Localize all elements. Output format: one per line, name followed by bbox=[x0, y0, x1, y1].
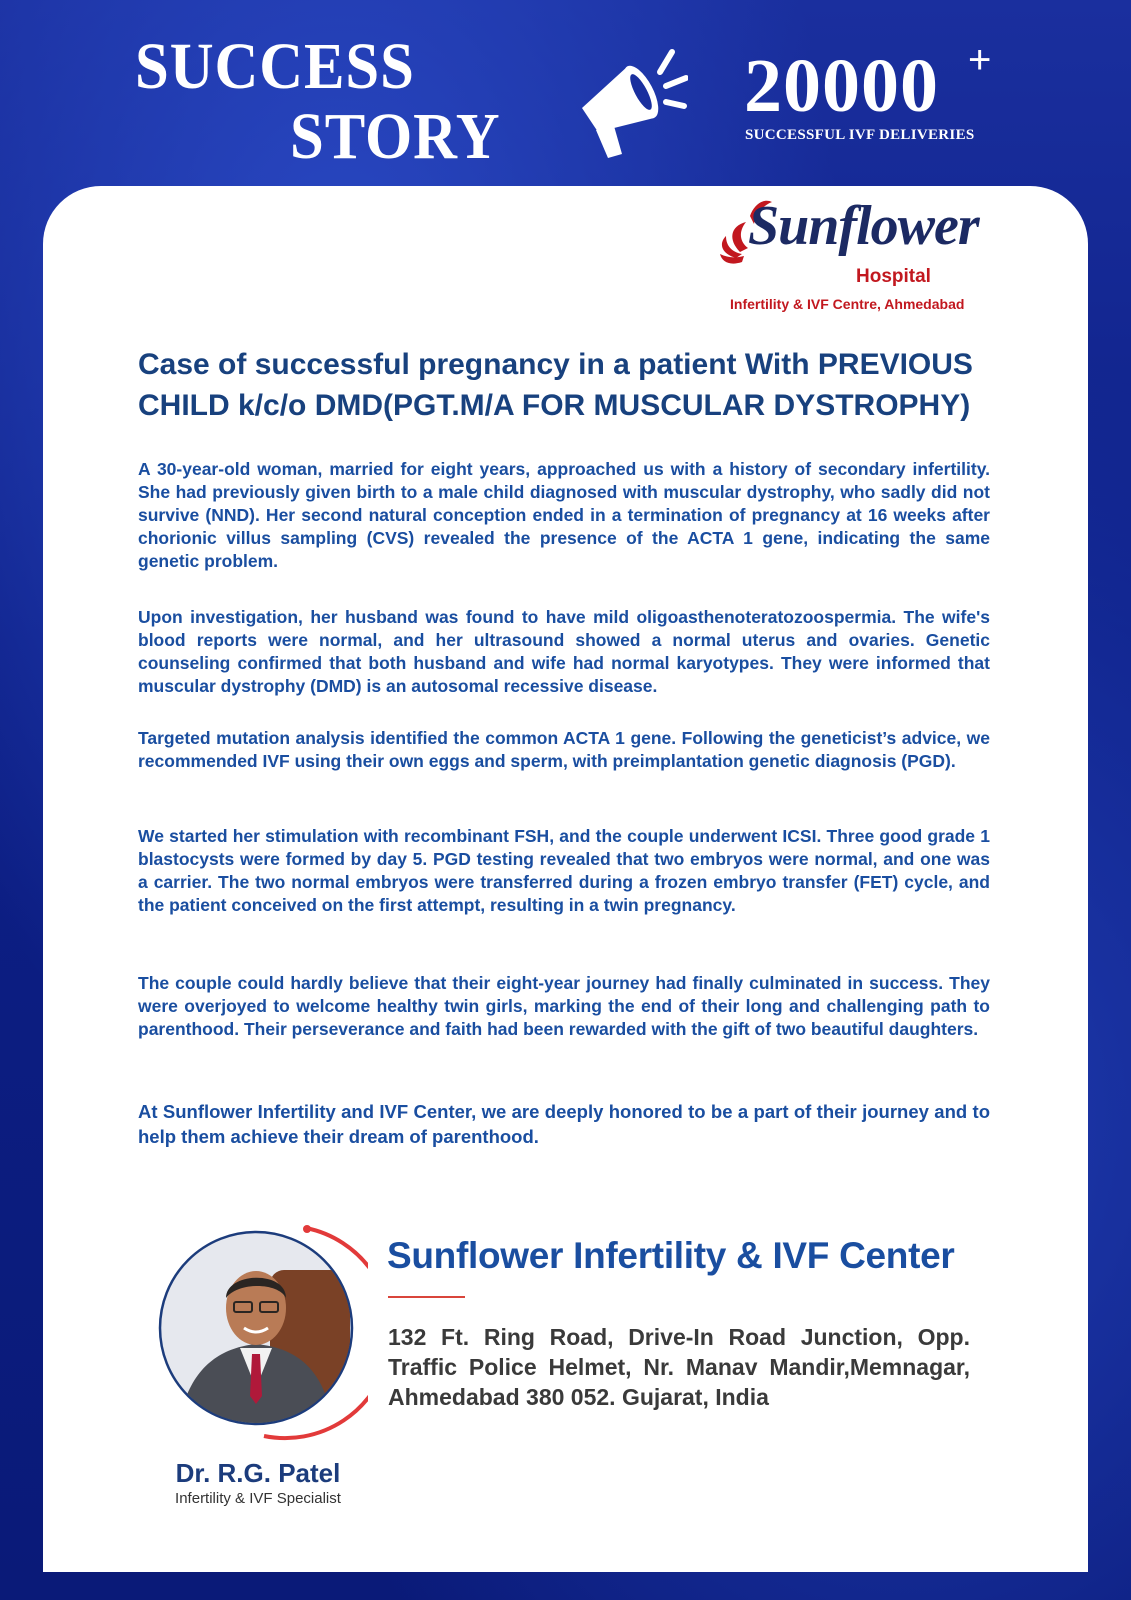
case-heading: Case of successful pregnancy in a patient With PREVIOUS CHILD k/c/o DMD(PGT.M/A FOR MUSCULAR DYSTROPHY) bbox=[138, 348, 973, 422]
deliveries-plus: + bbox=[968, 38, 992, 82]
doctor-name: Dr. R.G. Patel bbox=[175, 1458, 341, 1488]
center-name: Sunflower Infertility & IVF Center bbox=[387, 1235, 955, 1276]
deliveries-count: 20000 bbox=[744, 44, 939, 128]
logo-hospital: Hospital bbox=[856, 266, 931, 287]
logo-tagline: Infertility & IVF Centre, Ahmedabad bbox=[730, 296, 965, 312]
paragraph-mutation-analysis: Targeted mutation analysis identified the common ACTA 1 gene. Following the geneticist’s advice, we recommended IVF using their own eggs and sperm, with preimplantation genetic diagnosis (PGD). bbox=[138, 728, 990, 771]
paragraph-investigation: Upon investigation, her husband was found to have mild oligoasthenoteratozoospermia. The wife's blood reports were normal, and her ultrasound showed a normal uterus and ovaries. Genetic counseling confirmed that both husband and wife had normal karyotypes. They were informed that muscular dystrophy (DMD) is an autosomal recessive disease. bbox=[138, 607, 990, 696]
paragraph-closing: At Sunflower Infertility and IVF Center, we are deeply honored to be a part of their journey and to help them achieve their dream of parenthood. bbox=[138, 1101, 990, 1147]
doctor-title: Infertility & IVF Specialist bbox=[175, 1490, 341, 1507]
megaphone-icon bbox=[568, 44, 688, 164]
paragraph-history: A 30-year-old woman, married for eight years, approached us with a history of secondary infertility. She had previously given birth to a male child diagnosed with muscular dystrophy, who sadly did not survive (NND). Her second natural conception ended in a termination of pregnancy at 16 weeks after chorionic villus sampling (CVS) revealed the presence of the ACTA 1 gene, indicating the same genetic problem. bbox=[138, 459, 990, 571]
title-success: SUCCESS bbox=[135, 30, 415, 103]
paragraph-outcome: The couple could hardly believe that their eight-year journey had finally culminated in success. They were overjoyed to welcome healthy twin girls, marking the end of their long and challenging path to parenthood. Their perseverance and faith had been rewarded with the gift of two beautiful daughters. bbox=[138, 973, 990, 1039]
center-divider bbox=[388, 1296, 465, 1298]
center-address: 132 Ft. Ring Road, Drive-In Road Junction, Opp. Traffic Police Helmet, Nr. Manav Mandir,Memnagar, Ahmedabad 380 052. Gujarat, India bbox=[388, 1324, 970, 1410]
deliveries-label: SUCCESSFUL IVF DELIVERIES bbox=[745, 127, 975, 143]
doctor-photo bbox=[158, 1220, 368, 1450]
title-story: STORY bbox=[290, 100, 501, 173]
logo-wordmark: Sunflower bbox=[748, 195, 979, 257]
paragraph-treatment: We started her stimulation with recombinant FSH, and the couple underwent ICSI. Three good grade 1 blastocysts were formed by day 5. PGD testing revealed that two embryos were normal, and one was a carrier. The two normal embryos were transferred during a frozen embryo transfer (FET) cycle, and the patient conceived on the first attempt, resulting in a twin pregnancy. bbox=[138, 826, 990, 915]
